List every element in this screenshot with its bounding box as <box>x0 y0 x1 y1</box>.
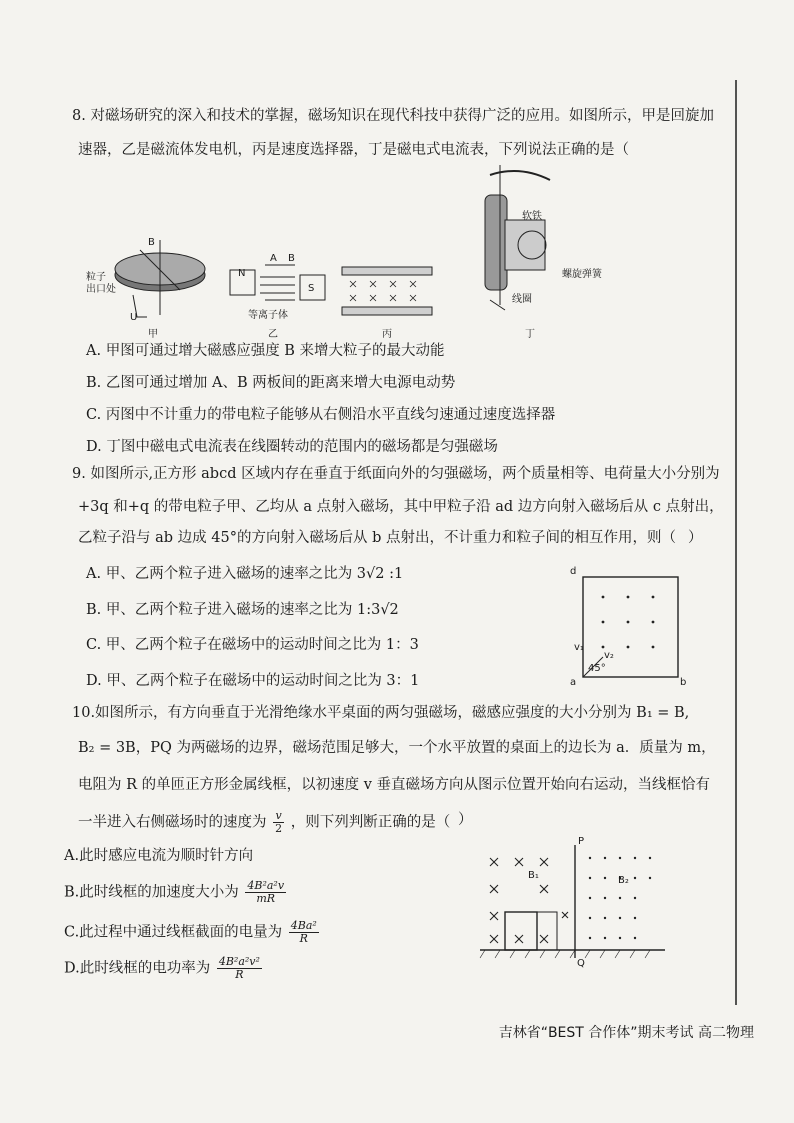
q9-line-3: 乙粒子沿与 ab 边成 45°的方向射入磁场后从 b 点射出，不计重力和粒子间的相互作用，则（ <box>78 530 676 546</box>
velocity-selector-figure <box>340 265 435 317</box>
q9-right-paren: ） <box>688 530 703 546</box>
cyclotron-b-label: B <box>148 237 155 248</box>
field-b2-label: B₂ <box>618 875 629 886</box>
mhd-s-label: S <box>308 283 315 294</box>
q9-option-c: C. 甲、乙两个粒子在磁场中的运动时间之比为 1：3 <box>86 637 419 653</box>
figure-jia-caption: 甲 <box>148 329 158 340</box>
q9-line-2: +3q 和+q 的带电粒子甲、乙均从 a 点射入磁场，其中甲粒子沿 ad 边方向射入磁场后从 c 点射出， <box>78 499 724 515</box>
q10-option-c-text: C.此过程中通过线框截面的电量为 <box>64 924 283 941</box>
corner-a-label: a <box>570 677 577 688</box>
velocity-half-fraction <box>273 810 284 835</box>
figure-bing-caption: 丙 <box>382 329 392 340</box>
mhd-bplate-label: B <box>288 253 295 264</box>
q10-line-3: 电阻为 R 的单匝正方形金属线框，以初速度 v 垂直磁场方向从图示位置开始向右运动，当线框恰有 <box>78 777 711 793</box>
q8-option-d: D. 丁图中磁电式电流表在线圈转动的范围内的磁场都是匀强磁场 <box>86 439 498 455</box>
coil-label: 线圈 <box>512 294 532 305</box>
q8-line-1: 8. 对磁场研究的深入和技术的掌握，磁场知识在现代科技中获得广泛的应用。如图所示，甲是回旋加 <box>72 108 714 124</box>
mhd-n-label: N <box>238 268 246 279</box>
q8-option-a: A. 甲图可通过增大磁感应强度 B 来增大粒子的最大动能 <box>86 343 445 359</box>
q10-option-d <box>64 956 264 981</box>
q10-line-4-part-a: 一半进入右侧磁场时的速度为 <box>78 814 267 831</box>
q10-line-2: B₂ = 3B，PQ 为两磁场的边界，磁场范围足够大，一个水平放置的桌面上的边长为 a．质量为 m， <box>78 740 716 756</box>
angle-45-label: 45° <box>588 663 606 674</box>
q10-option-a: A.此时感应电流为顺时针方向 <box>64 848 254 864</box>
corner-b-label: b <box>680 677 687 688</box>
soft-iron-label: 软铁 <box>522 211 542 222</box>
q10-line-4 <box>78 810 450 835</box>
q9-option-b: B. 甲、乙两个粒子进入磁场的速率之比为 1:3√2 <box>86 602 399 618</box>
fraction-denominator: 2 <box>275 822 283 835</box>
corner-d-label: d <box>570 566 577 577</box>
q10-right-paren: ） <box>458 812 473 828</box>
fraction-denominator: R <box>235 968 244 981</box>
fraction-numerator: v <box>273 810 284 823</box>
q8-option-c: C. 丙图中不计重力的带电粒子能够从右侧沿水平直线匀速通过速度选择器 <box>86 407 556 423</box>
margin-line <box>735 80 737 1005</box>
boundary-q-label: Q <box>577 958 585 969</box>
power-fraction <box>217 956 262 981</box>
figure-ding-caption: 丁 <box>525 329 535 340</box>
exam-footer: 吉林省“BEST 合作体”期末考试 高二物理 <box>498 1025 754 1041</box>
q10-option-c <box>64 920 321 945</box>
mhd-a-label: A <box>270 253 277 264</box>
two-field-figure <box>480 840 670 965</box>
q10-option-b-text: B.此时线框的加速度大小为 <box>64 884 239 901</box>
q10-option-b <box>64 880 288 905</box>
mhd-plasma-label: 等离子体 <box>248 310 288 321</box>
q9-option-a: A. 甲、乙两个粒子进入磁场的速率之比为 3√2 :1 <box>86 566 404 582</box>
cyclotron-exit-label-1: 粒子 <box>86 272 106 283</box>
q9-line-1: 9. 如图所示,正方形 abcd 区域内存在垂直于纸面向外的匀强磁场，两个质量相等、电荷量大小分别为 <box>72 466 720 482</box>
cyclotron-u-label: U <box>130 312 138 323</box>
q9-option-d: D. 甲、乙两个粒子在磁场中的运动时间之比为 3：1 <box>86 673 420 689</box>
q10-line-1: 10.如图所示，有方向垂直于光滑绝缘水平桌面的两匀强磁场，磁感应强度的大小分别为 B₁ = B, <box>72 705 690 721</box>
spiral-spring-label: 螺旋弹簧 <box>562 269 602 280</box>
fraction-numerator: 4B²a²v <box>247 879 285 892</box>
q8-option-b: B. 乙图可通过增加 A、B 两板间的距离来增大电源电动势 <box>86 375 456 391</box>
fraction-denominator: R <box>299 932 308 945</box>
q8-line-2: 速器，乙是磁流体发电机，丙是速度选择器，丁是磁电式电流表，下列说法正确的是（ <box>78 142 629 158</box>
velocity-v1-label: v₁ <box>574 642 584 653</box>
acceleration-fraction <box>245 880 286 905</box>
figure-yi-caption: 乙 <box>268 329 278 340</box>
field-b1-label: B₁ <box>528 870 539 881</box>
fraction-numerator: 4B²a²v² <box>218 955 260 968</box>
charge-fraction <box>289 920 319 945</box>
q10-option-d-text: D.此时线框的电功率为 <box>64 960 211 977</box>
boundary-p-label: P <box>578 836 585 847</box>
q10-line-4-part-b: ，则下列判断正确的是（ <box>290 814 451 831</box>
velocity-v2-label: v₂ <box>604 650 614 661</box>
cyclotron-exit-label-2: 出口处 <box>86 284 116 295</box>
fraction-numerator: 4Ba² <box>290 919 317 932</box>
fraction-denominator: mR <box>256 892 276 905</box>
